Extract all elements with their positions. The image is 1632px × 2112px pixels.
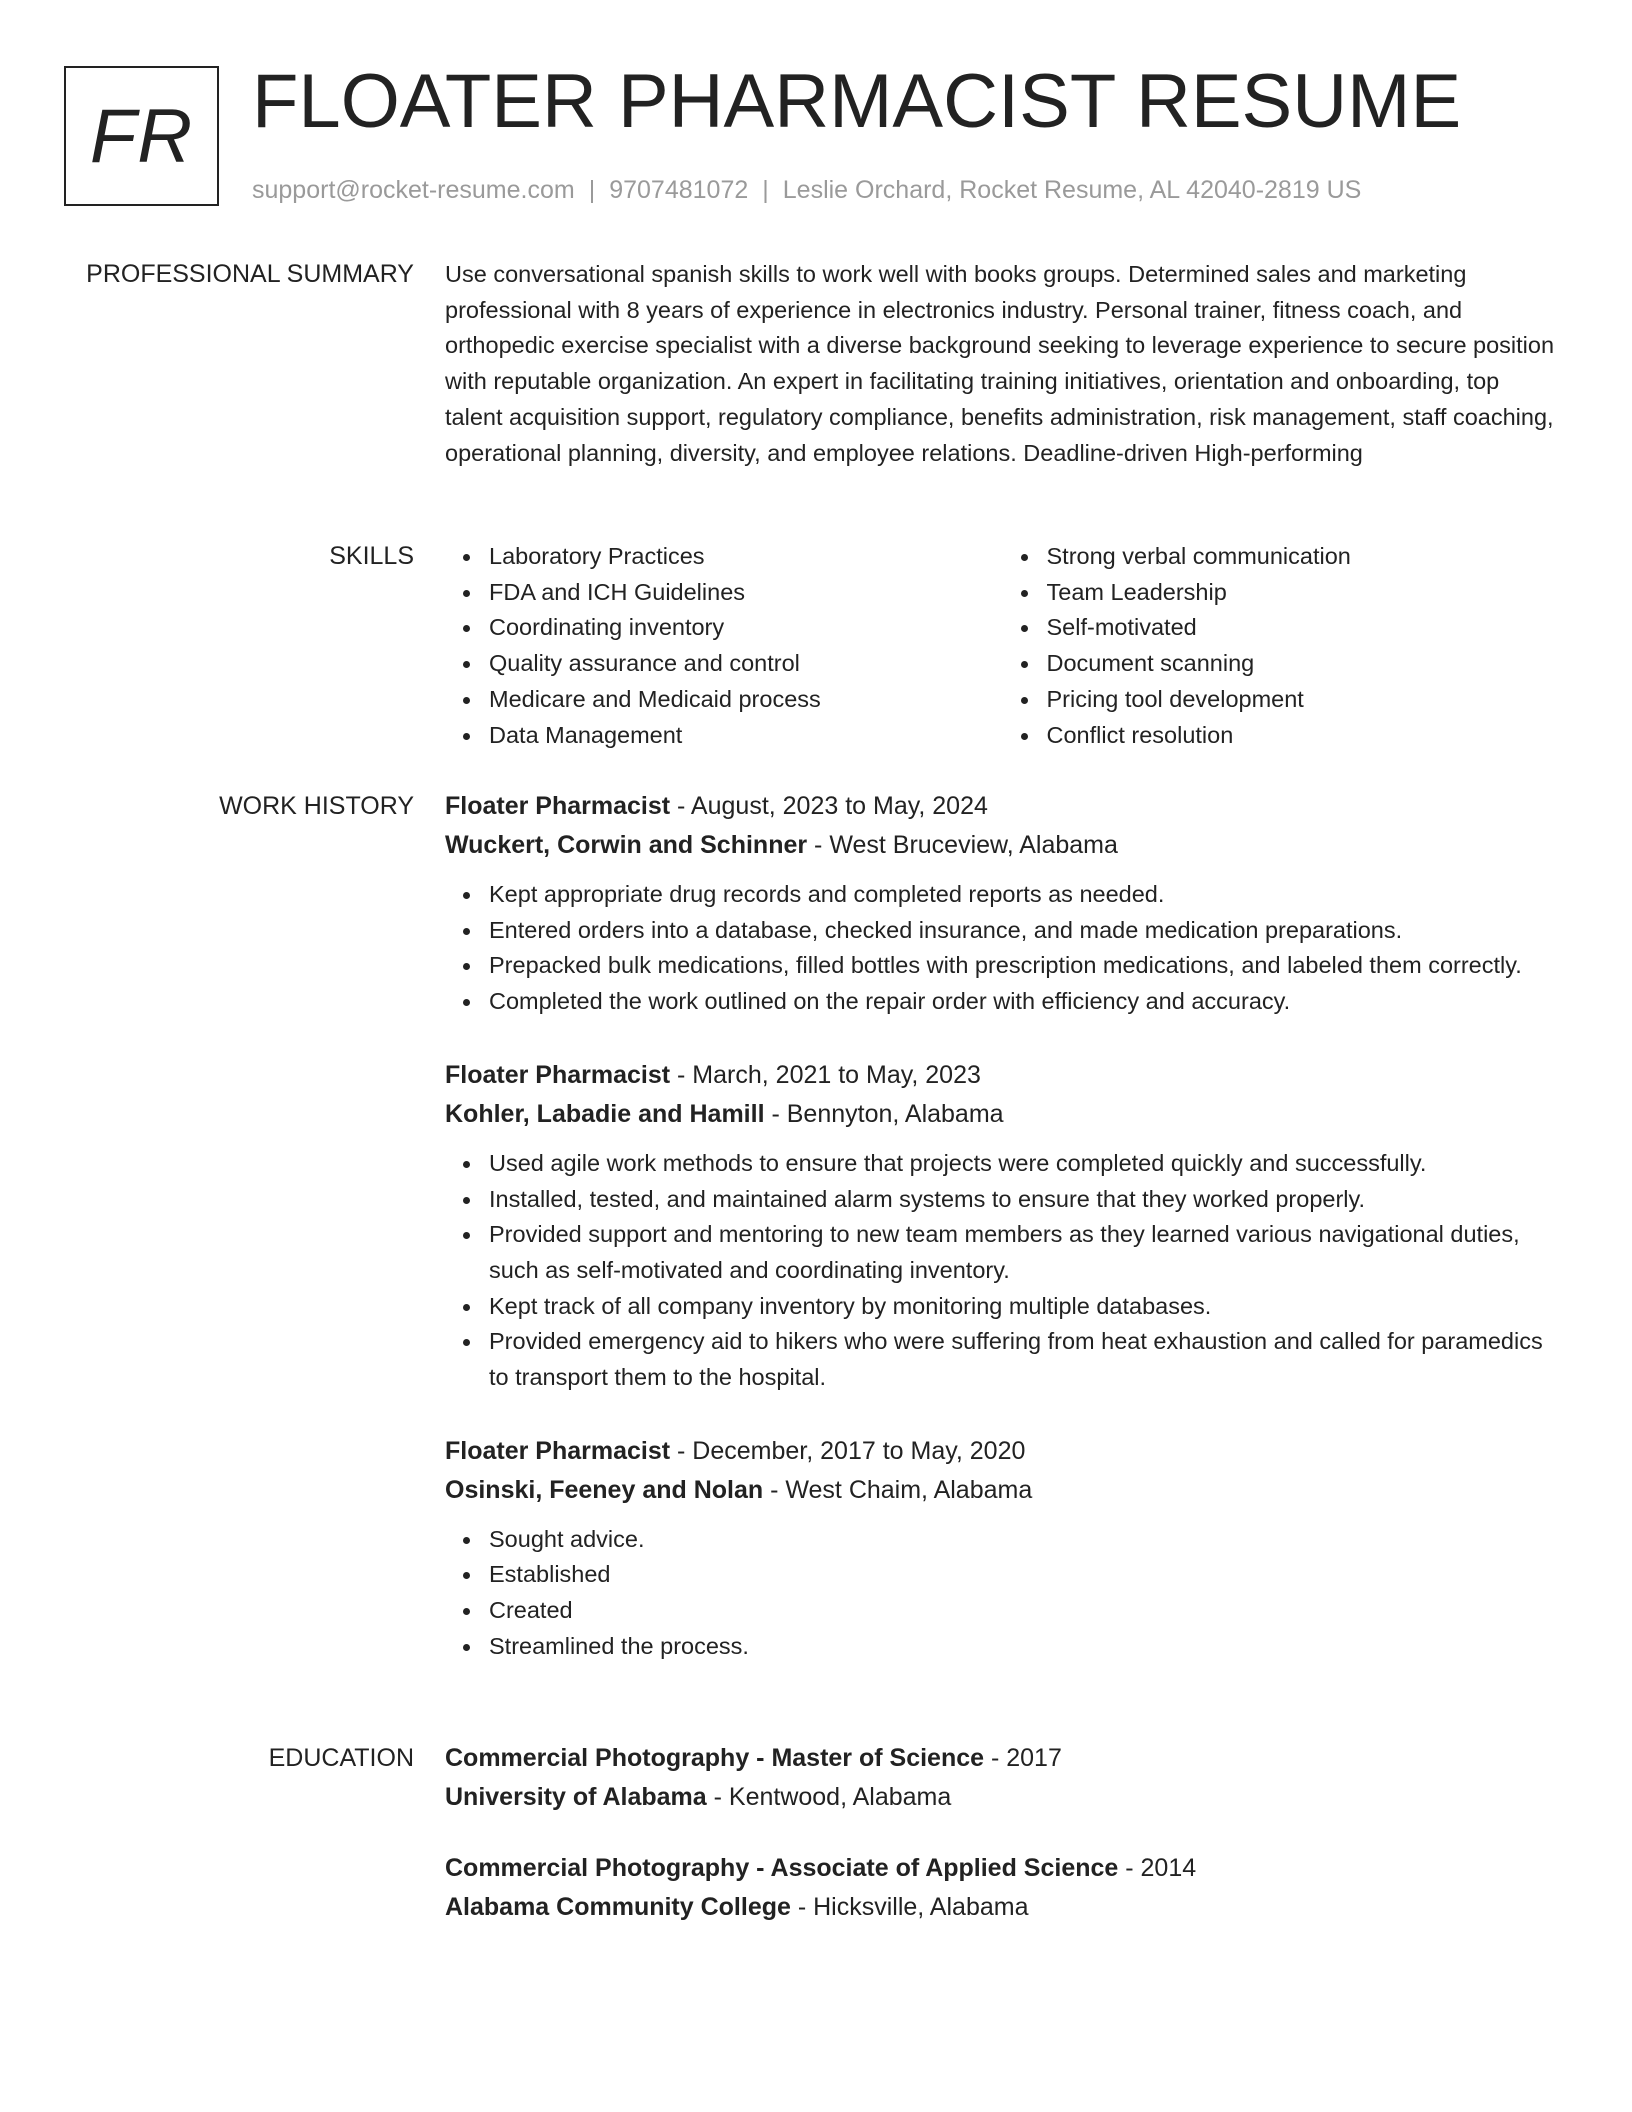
skills-body (445, 539, 1560, 753)
job-company: Wuckert, Corwin and Schinner (445, 831, 808, 859)
job-bullet: Streamlined the process. (489, 1629, 1560, 1665)
education-year: - 2017 (984, 1744, 1062, 1772)
job-bullet: Sought advice. (489, 1522, 1560, 1558)
job-bullets (445, 1522, 1560, 1665)
skill-item: Strong verbal communication (1047, 539, 1561, 575)
job-entry (445, 787, 1560, 1020)
skills-list-left (445, 539, 1003, 753)
job-company: Osinski, Feeney and Nolan (445, 1475, 764, 1504)
job-dates: - August, 2023 to May, 2024 (670, 792, 988, 820)
skill-item: Medicare and Medicaid process (489, 682, 1003, 718)
education-degree: Commercial Photography - Associate of Applied Science (445, 1854, 1119, 1882)
contact-phone: 9707481072 (609, 176, 749, 204)
job-location: - Bennyton, Alabama (764, 1099, 1004, 1128)
job-bullet: Prepacked bulk medications, filled bottles with prescription medications, and labeled them correctly. (489, 948, 1560, 984)
education-school: Alabama Community College (445, 1893, 791, 1921)
skills-list-right (1003, 539, 1561, 753)
education-year: - 2014 (1118, 1854, 1197, 1882)
contact-email: support@rocket-resume.com (252, 176, 575, 204)
job-bullet: Kept track of all company inventory by monitoring multiple databases. (489, 1289, 1560, 1325)
summary-heading: PROFESSIONAL SUMMARY (86, 260, 414, 288)
skill-item: Conflict resolution (1047, 718, 1561, 754)
job-bullet: Entered orders into a database, checked insurance, and made medication preparations. (489, 913, 1560, 949)
contact-line (252, 174, 1361, 206)
skill-item: Laboratory Practices (489, 539, 1003, 575)
initials-monogram (64, 66, 219, 206)
work-history-body (445, 787, 1560, 1701)
education-entry (445, 1849, 1560, 1927)
job-entry (445, 1056, 1560, 1396)
education-entry (445, 1739, 1560, 1817)
job-bullets (445, 877, 1560, 1020)
job-bullet: Used agile work methods to ensure that projects were completed quickly and successfully. (489, 1146, 1560, 1182)
job-bullet: Created (489, 1593, 1560, 1629)
contact-separator: | (762, 176, 769, 204)
skill-item: Document scanning (1047, 646, 1561, 682)
job-entry (445, 1432, 1560, 1665)
summary-body (445, 257, 1560, 471)
contact-address: Leslie Orchard, Rocket Resume, AL 42040-2819 US (782, 176, 1362, 204)
skill-item: Coordinating inventory (489, 610, 1003, 646)
summary-text: Use conversational spanish skills to work well with books groups. Determined sales and marketing professional with 8 years of experience in electronics industry. Personal trainer, fitness coach, and orthopedic exercise specialist with a diverse background seeking to leverage experience to secure position with reputable organization. An expert in facilitating training initiatives, orientation and onboarding, top talent acquisition support, regulatory compliance, benefits administration, risk management, staff coaching, operational planning, diversity, and employee relations. Deadline-driven High-performing (445, 261, 1555, 466)
contact-separator: | (588, 176, 596, 204)
skills-heading: SKILLS (329, 542, 414, 570)
skill-item: Data Management (489, 718, 1003, 754)
resume-title: FLOATER PHARMACIST RESUME (252, 59, 1462, 144)
job-bullet: Installed, tested, and maintained alarm systems to ensure that they worked properly. (489, 1182, 1560, 1218)
skill-item: Pricing tool development (1047, 682, 1561, 718)
job-dates: - December, 2017 to May, 2020 (670, 1436, 1026, 1465)
job-bullet: Provided emergency aid to hikers who were suffering from heat exhaustion and called for paramedics to transport them to the hospital. (489, 1324, 1560, 1395)
education-body (445, 1739, 1560, 1959)
education-heading: EDUCATION (268, 1744, 414, 1772)
job-title: Floater Pharmacist (445, 792, 671, 820)
initials-text: FR (89, 93, 194, 179)
job-bullet: Kept appropriate drug records and completed reports as needed. (489, 877, 1560, 913)
job-location: - West Bruceview, Alabama (807, 831, 1118, 859)
job-dates: - March, 2021 to May, 2023 (670, 1060, 981, 1089)
education-location: - Hicksville, Alabama (790, 1893, 1029, 1921)
job-title: Floater Pharmacist (445, 1060, 671, 1089)
job-bullet: Provided support and mentoring to new team members as they learned various navigational duties, such as self-motivated and coordinating inventory. (489, 1217, 1560, 1288)
skill-item: FDA and ICH Guidelines (489, 575, 1003, 611)
work-history-heading: WORK HISTORY (219, 792, 414, 820)
job-title: Floater Pharmacist (445, 1436, 671, 1465)
job-bullets (445, 1146, 1560, 1396)
skill-item: Team Leadership (1047, 575, 1561, 611)
job-company: Kohler, Labadie and Hamill (445, 1099, 765, 1128)
education-school: University of Alabama (445, 1783, 707, 1811)
education-location: - Kentwood, Alabama (706, 1783, 952, 1811)
job-bullet: Completed the work outlined on the repair order with efficiency and accuracy. (489, 984, 1560, 1020)
skill-item: Self-motivated (1047, 610, 1561, 646)
skill-item: Quality assurance and control (489, 646, 1003, 682)
job-bullet: Established (489, 1557, 1560, 1593)
education-degree: Commercial Photography - Master of Science (445, 1744, 985, 1772)
job-location: - West Chaim, Alabama (763, 1475, 1033, 1504)
